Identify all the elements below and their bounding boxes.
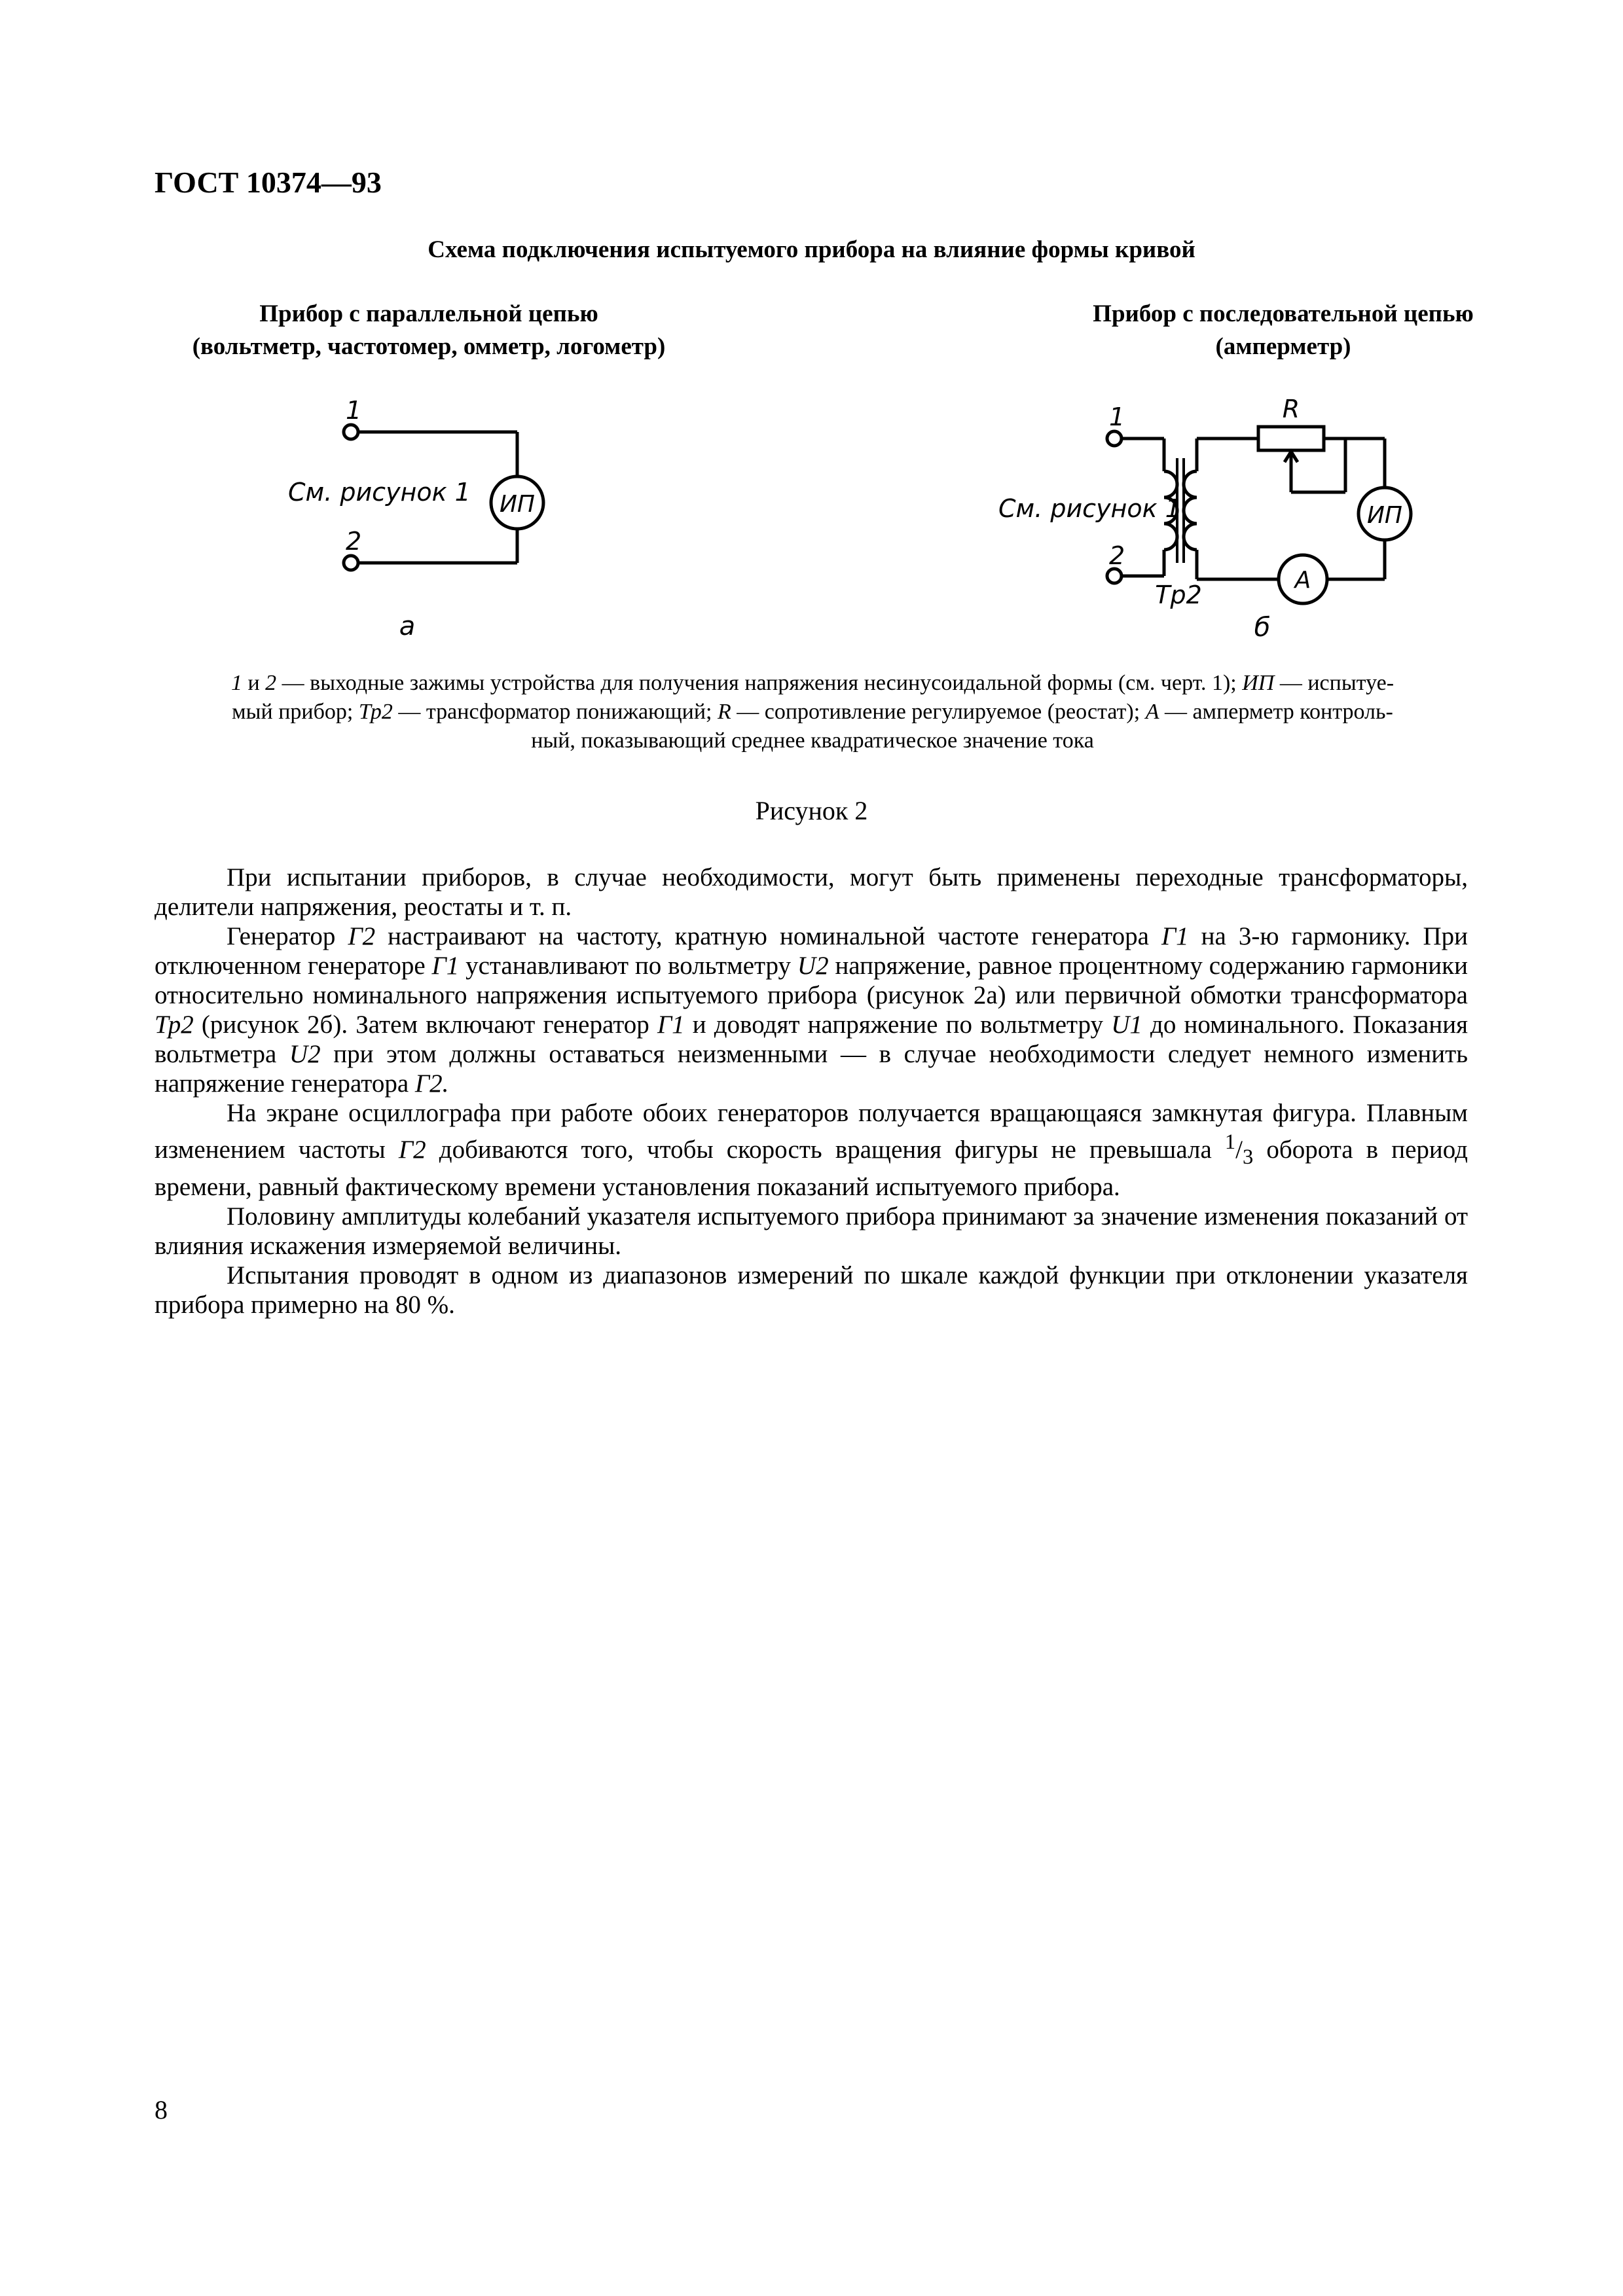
paragraph-1: При испытании приборов, в случае необходимости, могут быть применены переходные трансформаторы, делители напряжения, реостаты и т. п. [155,863,1468,921]
paragraph-2 [155,922,1468,1098]
legend-text: — выходные зажимы устройства для получения напряжения несинусоидальной формы (см. черт. 1); [276,671,1243,695]
legend-text: — сопротивление регулируемое (реостат); [731,700,1146,724]
paragraph-5: Испытания проводят в одном из диапазонов измерений по шкале каждой функции при отклонении указателя прибора примерно на 80 %. [155,1261,1468,1319]
terminal-1-circle-b [1107,431,1122,446]
sublabel-b: б [1254,613,1271,643]
ref-label-a: См. рисунок 1 [288,478,471,507]
text-run: при этом должны оставаться неизменными — в случае необходимости следует немного изменить напряжение генератора [155,1040,1468,1098]
paragraph-4: Половину амплитуды колебаний указателя испытуемого прибора принимают за значение изменения показаний от влияния искажения измеряемой величины. [155,1202,1468,1260]
fraction-denominator: 3 [1242,1145,1254,1169]
figure-legend [155,669,1470,755]
document-header: ГОСТ 10374—93 [155,166,382,199]
caption-series-line1: Прибор с последовательной цепью [1093,300,1474,327]
text-run: и доводят напряжение по вольтметру [684,1011,1112,1039]
text-run: (рисунок 2б). Затем включают генератор [193,1011,657,1039]
legend-term: 2 [265,671,277,695]
fraction-slash: / [1235,1136,1243,1164]
transformer-label-b: Тр2 [1155,581,1202,609]
legend-text: — трансформатор понижающий; [392,700,718,724]
secondary-winding-b [1184,471,1197,550]
terminal-2-circle-b [1107,569,1122,583]
text-run: добиваются того, чтобы скорость вращения фигуры не превышала [426,1136,1225,1164]
text-run: до номинального. Показания вольтметра [155,1011,1468,1068]
page-number: 8 [155,2095,168,2125]
text-run: на 3-ю гармонику. При отключенном генераторе [155,922,1468,980]
symbol: Г1 [657,1011,685,1039]
figure-label: Рисунок 2 [755,796,868,825]
caption-parallel-line2: (вольтметр, частотомер, омметр, логометр) [192,333,666,360]
terminal-1-circle-a [344,425,358,439]
symbol: U2 [797,952,829,980]
terminal-1-label-a: 1 [346,396,362,425]
legend-line-2 [155,698,1470,726]
legend-text: и [242,671,266,695]
sublabel-a: а [399,611,416,641]
text-run: настраивают на частоту, кратную номинальной частоте генератора [375,922,1161,950]
terminal-2-label-b: 2 [1109,541,1125,570]
device-label-a: ИП [500,491,535,518]
legend-term: ИП [1242,671,1275,695]
device-label-b: ИП [1367,502,1402,529]
symbol: Г2 [398,1136,426,1164]
terminal-2-label-a: 2 [346,527,362,556]
legend-line-3: ный, показывающий среднее квадратическое значение тока [531,728,1094,753]
caption-parallel-line1: Прибор с параллельной цепью [259,300,598,327]
text-run: Генератор [227,922,348,950]
symbol: Г1 [431,952,460,980]
legend-text: мый прибор; [232,700,359,724]
text-run: оборота в период времени, равный фактическому времени установления показаний испытуемого прибора. [155,1136,1468,1201]
resistor-label-b: R [1282,395,1300,423]
symbol: U1 [1111,1011,1142,1039]
text-run: На экране осциллографа при работе обоих генераторов получается вращающаяся замкнутая фигура. Плавным изменением частоты [155,1099,1468,1164]
resistor-body-b [1258,427,1324,450]
legend-term: Тр2 [358,700,393,724]
legend-term: А [1145,700,1159,724]
terminal-1-label-b: 1 [1109,403,1125,431]
terminal-2-circle-a [344,556,358,570]
caption-series-line2: (амперметр) [1215,333,1351,360]
legend-term: R [717,700,731,724]
legend-term: 1 [230,671,242,695]
ammeter-label-b: А [1294,567,1311,594]
fraction-numerator: 1 [1224,1130,1236,1154]
text-run: напряжение, равное процентному содержанию гармоники относительно номинального напряжения испытуемого прибора (рисунок 2а) или первичной обмотки трансформатора [155,952,1468,1009]
symbol: Г2. [414,1069,449,1098]
symbol: Г1 [1161,922,1189,950]
paragraph-3 [155,1098,1468,1202]
body-text [155,863,1468,1319]
symbol: Тр2 [155,1011,194,1039]
ref-label-b: См. рисунок 1 [998,494,1181,523]
legend-line-1 [155,669,1470,698]
text-run: устанавливают по вольтметру [459,952,797,980]
legend-text: — испытуе- [1274,671,1395,695]
symbol: Г2 [348,922,376,950]
figure-title: Схема подключения испытуемого прибора на влияние формы кривой [428,236,1195,263]
symbol: U2 [289,1040,321,1068]
legend-text: — амперметр контроль- [1159,700,1393,724]
